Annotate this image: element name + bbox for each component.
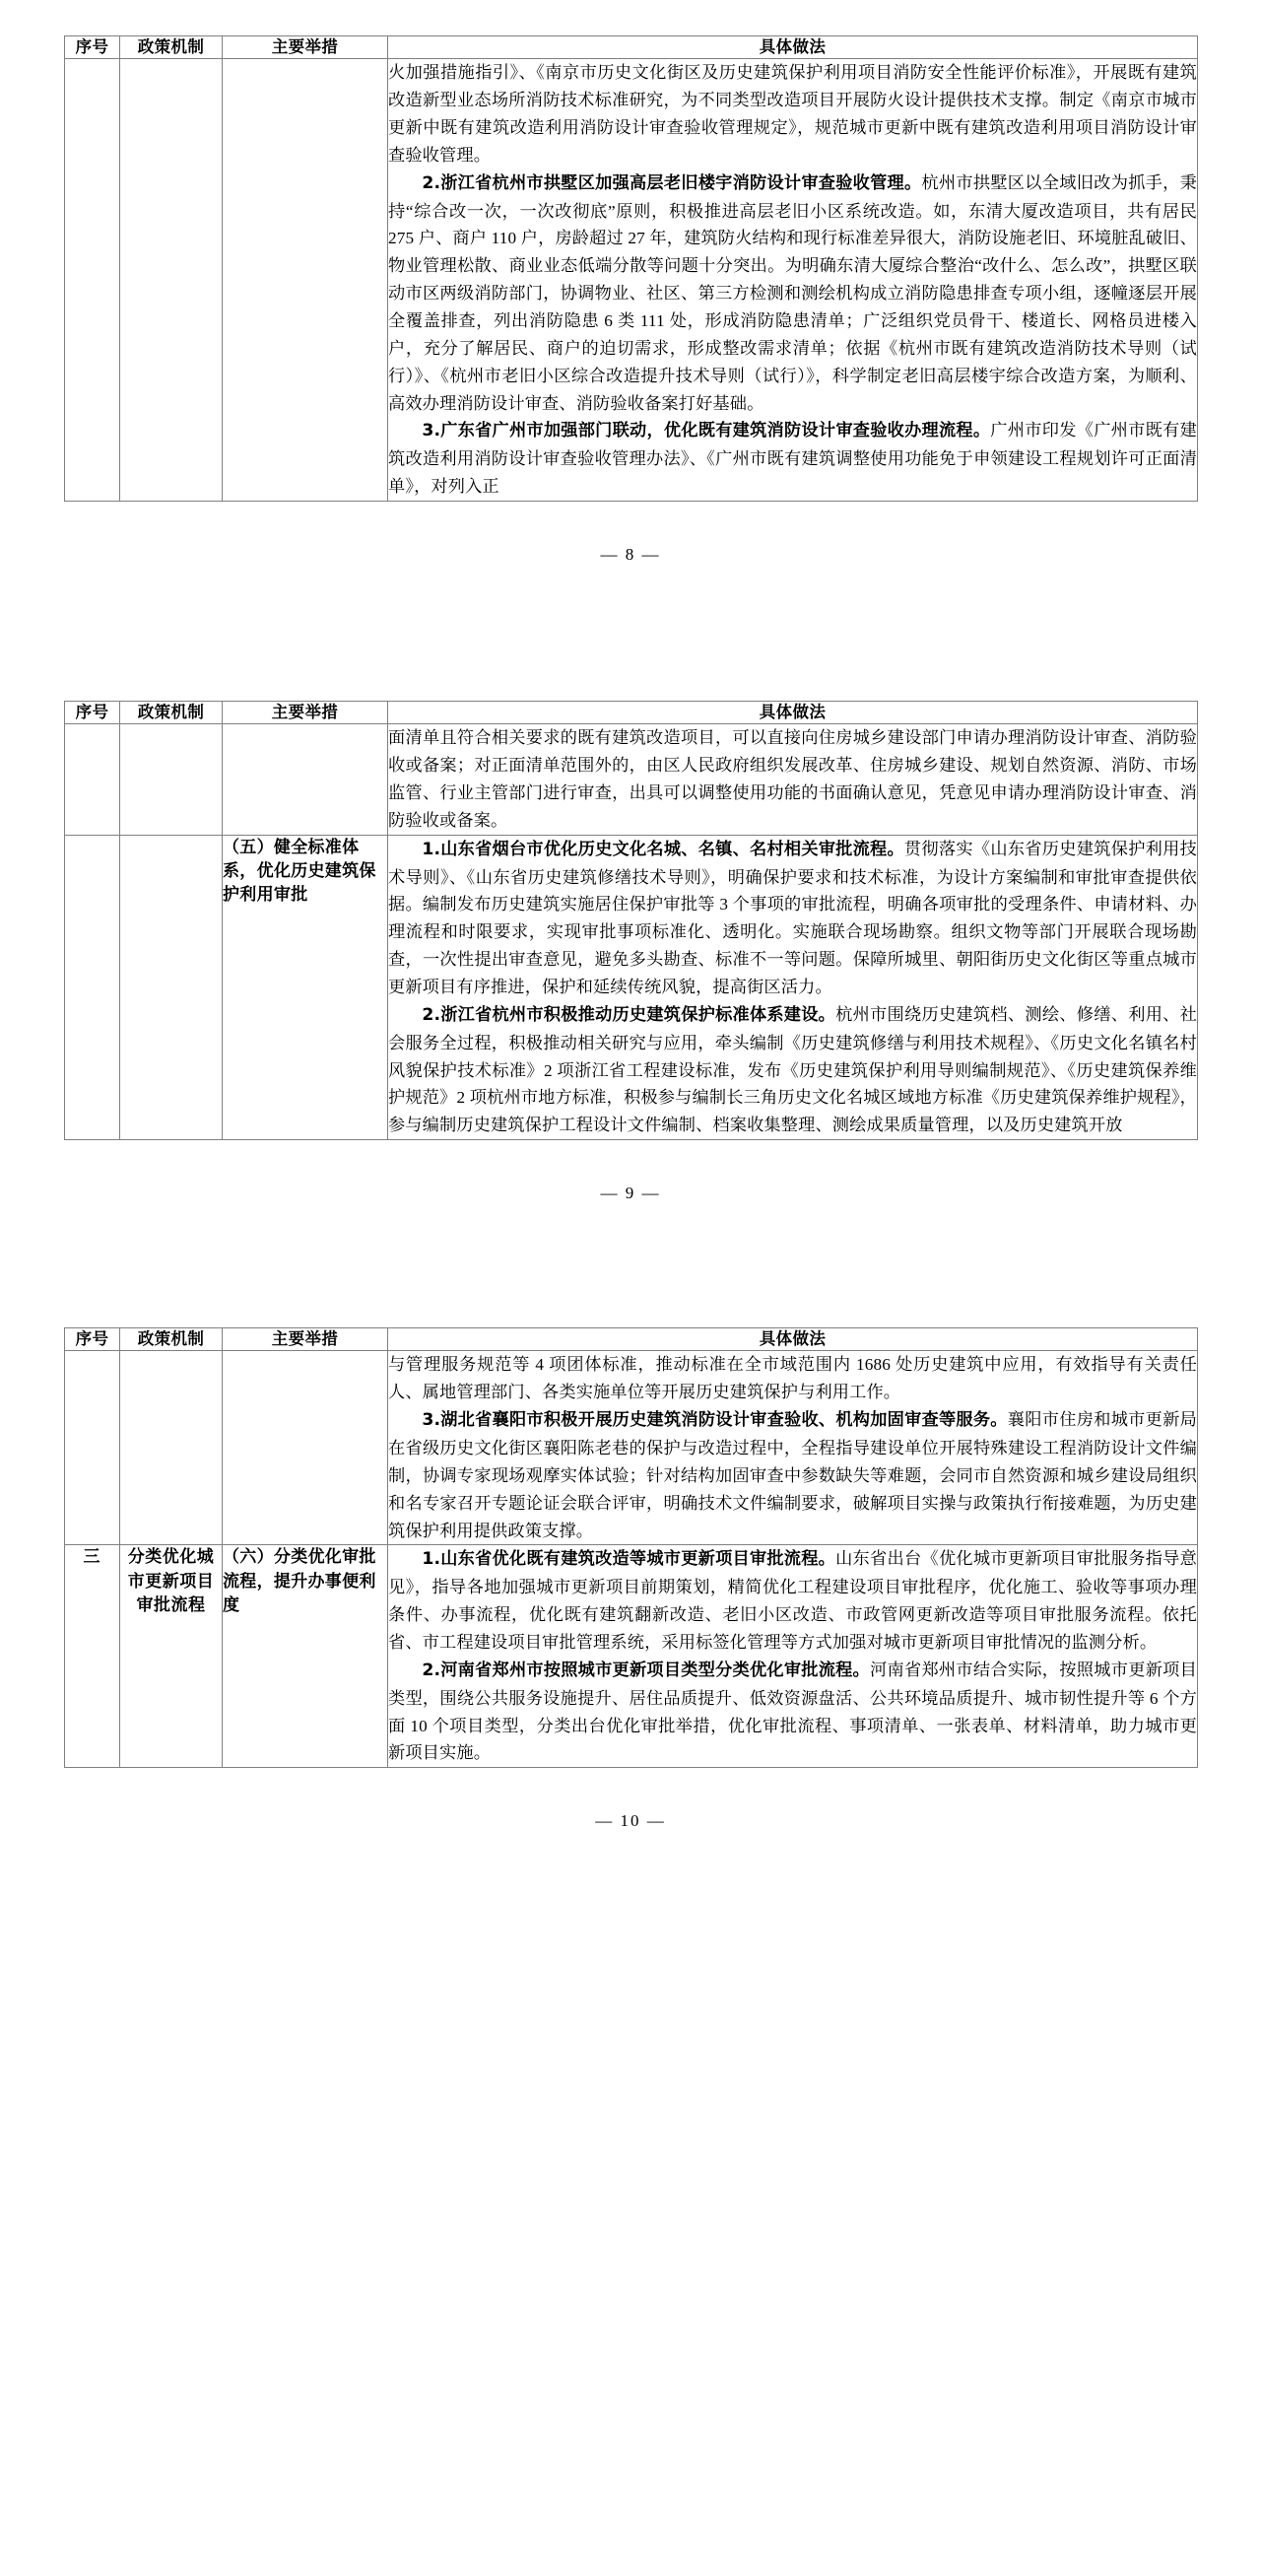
practice-paragraph (388, 1001, 1197, 1139)
table-row (65, 1351, 1198, 1545)
cell-seq (65, 1351, 120, 1545)
policy-table-page-9 (64, 701, 1198, 1140)
column-header-measure: 主要举措 (223, 702, 388, 724)
paragraph-lead: 1.山东省优化既有建筑改造等城市更新项目审批流程。 (422, 1549, 836, 1570)
cell-seq: 三 (65, 1545, 120, 1768)
policy-table-page-8 (64, 35, 1198, 502)
column-header-mechanism: 政策机制 (120, 702, 223, 724)
paragraph-lead: 2.浙江省杭州市拱墅区加强高层老旧楼宇消防设计审查验收管理。 (422, 172, 922, 193)
column-header-mechanism: 政策机制 (120, 1328, 223, 1351)
cell-measure (223, 1351, 388, 1545)
cell-measure: （六）分类优化审批流程，提升办事便利度 (223, 1545, 388, 1768)
table-row (65, 724, 1198, 835)
cell-practice (388, 1351, 1198, 1545)
paragraph-text: 面清单且符合相关要求的既有建筑改造项目，可以直接向住房城乡建设部门申请办理消防设计审查、消防验收或备案；对正面清单范围外的，由区人民政府组织发展改革、住房城乡建设、规划自然资源、消防、市场监管、行业主管部门进行审查，出具可以调整使用功能的书面确认意见，凭意见申请办理消防设计审查、消防验收或备案。 (388, 728, 1197, 830)
cell-mechanism (120, 1351, 223, 1545)
column-header-mechanism: 政策机制 (120, 36, 223, 59)
column-header-seq: 序号 (65, 702, 120, 724)
cell-measure (223, 724, 388, 835)
paragraph-text: 襄阳市住房和城市更新局在省级历史文化街区襄阳陈老巷的保护与改造过程中，全程指导建设单位开展特殊建设工程消防设计文件编制，协调专家现场观摩实体试验；针对结构加固审查中参数缺失等难题，会同市自然资源和城乡建设局组织和名专家召开专题论证会联合评审，明确技术文件编制要求，破解项目实操与政策执行衔接难题，为历史建筑保护利用提供政策支撑。 (388, 1410, 1197, 1540)
page-number-container (64, 502, 1197, 565)
column-header-seq: 序号 (65, 36, 120, 59)
paragraph-text: 杭州市拱墅区以全域旧改为抓手，秉持“综合改一次，一次改彻底”原则，积极推进高层老旧小区系统改造。如，东清大厦改造项目，共有居民 275 户、商户 110 户，房龄超过 27 年，建筑防火结构和现行标准差异很大，消防设施老旧、环境脏乱破旧、物业管理松散、商业业态低端分散等问题十分突出。为明确东清大厦综合整治“改什么、怎么改”，拱墅区联动市区两级消防部门，协调物业、社区、第三方检测和测绘机构成立消防隐患排查专项小组，逐幢逐层开展全覆盖排查，列出消防隐患 6 类 111 处，形成消防隐患清单；广泛组织党员骨干、楼道长、网格员进楼入户，充分了解居民、商户的迫切需求，形成整改需求清单；依据《杭州市既有建筑改造消防技术导则（试行）》、《杭州市老旧小区综合改造提升技术导则（试行）》，科学制定老旧高层楼宇综合改造方案，为顺利、高效办理消防设计审查、消防验收备案打好基础。 (388, 172, 1197, 413)
cell-seq (65, 59, 120, 502)
cell-practice (388, 59, 1198, 502)
practice-paragraph (388, 417, 1197, 501)
column-header-practice: 具体做法 (388, 702, 1198, 724)
document-page-9 (0, 701, 1261, 1203)
practice-paragraph (388, 1657, 1197, 1767)
column-header-practice: 具体做法 (388, 1328, 1198, 1351)
table-header-row (65, 36, 1198, 59)
cell-practice (388, 724, 1198, 835)
document-page-8 (0, 0, 1261, 565)
page-number-container (64, 1140, 1197, 1203)
paragraph-text: 广州市印发《广州市既有建筑改造利用消防设计审查验收管理办法》、《广州市既有建筑调整使用功能免于申领建设工程规划许可正面清单》，对列入正 (388, 421, 1197, 497)
page-top-margin (64, 0, 1197, 35)
practice-paragraph (388, 1351, 1197, 1406)
paragraph-lead: 2.浙江省杭州市积极推动历史建筑保护标准体系建设。 (422, 1004, 836, 1025)
practice-paragraph (388, 59, 1197, 169)
policy-table-page-10 (64, 1327, 1198, 1768)
practice-paragraph (388, 724, 1197, 834)
cell-seq (65, 724, 120, 835)
paragraph-lead: 2.河南省郑州市按照城市更新项目类型分类优化审批流程。 (422, 1660, 870, 1680)
cell-measure: （五）健全标准体系，优化历史建筑保护利用审批 (223, 835, 388, 1139)
paragraph-text: 与管理服务规范等 4 项团体标准，推动标准在全市域范围内 1686 处历史建筑中应用，有效指导有关责任人、属地管理部门、各类实施单位等开展历史建筑保护与利用工作。 (388, 1355, 1197, 1402)
page-break-gap (0, 1203, 1261, 1327)
cell-seq (65, 835, 120, 1139)
cell-mechanism (120, 835, 223, 1139)
paragraph-text: 贯彻落实《山东省历史建筑保护利用技术导则》、《山东省历史建筑修缮技术导则》，明确保护要求和技术标准，为设计方案编制和审批审查提供依据。编制发布历史建筑实施居住保护审批等 3 个事项的审批流程，明确各项审批的受理条件、申请材料、办理流程和时限要求，实现审批事项标准化、透明化。实施联合现场勘察。组织文物等部门开展联合现场勘查，一次性提出审查意见，避免多头勘查、标准不一等问题。保障所城里、朝阳街历史文化街区等重点城市更新项目有序推进，保护和延续传统风貌，提高街区活力。 (388, 839, 1197, 997)
paragraph-text: 河南省郑州市结合实际，按照城市更新项目类型，围绕公共服务设施提升、居住品质提升、低效资源盘活、公共环境品质提升、城市韧性提升等 6 个方面 10 个项目类型，分类出台优化审批举措，优化审批流程、事项清单、一张表单、材料清单，助力城市更新项目实施。 (388, 1660, 1197, 1763)
practice-paragraph (388, 1545, 1197, 1656)
practice-paragraph (388, 1406, 1197, 1544)
page-number: — 10 — (595, 1811, 666, 1831)
document-bottom-margin (0, 1831, 1261, 1870)
cell-practice (388, 835, 1198, 1139)
table-header-row (65, 1328, 1198, 1351)
cell-mechanism (120, 59, 223, 502)
table-row (65, 59, 1198, 502)
page-number-container (64, 1768, 1197, 1831)
column-header-measure: 主要举措 (223, 1328, 388, 1351)
column-header-seq: 序号 (65, 1328, 120, 1351)
page-number: — 8 — (600, 545, 661, 565)
paragraph-text: 火加强措施指引》、《南京市历史文化街区及历史建筑保护利用项目消防安全性能评价标准》，开展既有建筑改造新型业态场所消防技术标准研究，为不同类型改造项目开展防火设计提供技术支撑。制定《南京市城市更新中既有建筑改造利用消防设计审查验收管理规定》，规范城市更新中既有建筑改造利用项目消防设计审查验收管理。 (388, 63, 1197, 165)
column-header-measure: 主要举措 (223, 36, 388, 59)
page-break-gap (0, 565, 1261, 701)
cell-mechanism (120, 724, 223, 835)
paragraph-lead: 3.广东省广州市加强部门联动，优化既有建筑消防设计审查验收办理流程。 (422, 421, 991, 441)
table-row (65, 835, 1198, 1139)
cell-measure (223, 59, 388, 502)
table-header-row (65, 702, 1198, 724)
paragraph-lead: 3.湖北省襄阳市积极开展历史建筑消防设计审查验收、机构加固审查等服务。 (422, 1410, 1008, 1431)
practice-paragraph (388, 836, 1197, 1001)
page-number: — 9 — (600, 1184, 661, 1203)
cell-mechanism: 分类优化城市更新项目审批流程 (120, 1545, 223, 1768)
paragraph-text: 山东省出台《优化城市更新项目审批服务指导意见》，指导各地加强城市更新项目前期策划，精简优化工程建设项目审批程序，优化施工、验收等事项办理条件、办事流程，优化既有建筑翻新改造、老旧小区改造、市政管网更新改造等项目审批服务流程。依托省、市工程建设项目审批管理系统，采用标签化管理等方式加强对城市更新项目审批情况的监测分析。 (388, 1549, 1197, 1653)
practice-paragraph (388, 169, 1197, 418)
document-page-10 (0, 1327, 1261, 1831)
paragraph-lead: 1.山东省烟台市优化历史文化名城、名镇、名村相关审批流程。 (422, 839, 904, 859)
column-header-practice: 具体做法 (388, 36, 1198, 59)
paragraph-text: 杭州市围绕历史建筑档、测绘、修缮、利用、社会服务全过程，积极推动相关研究与应用，牵头编制《历史建筑修缮与利用技术规程》、《历史文化名镇名村风貌保护技术标准》2 项浙江省工程建设标准，发布《历史建筑保护利用导则编制规范》、《历史建筑保养维护规范》2 项杭州市地方标准，积极参与编制长三角历史文化名城区域地方标准《历史建筑保养维护规程》，参与编制历史建筑保护工程设计文件编制、档案收集整理、测绘成果质量管理，以及历史建筑开放 (388, 1004, 1197, 1135)
table-row (65, 1545, 1198, 1768)
cell-practice (388, 1545, 1198, 1768)
